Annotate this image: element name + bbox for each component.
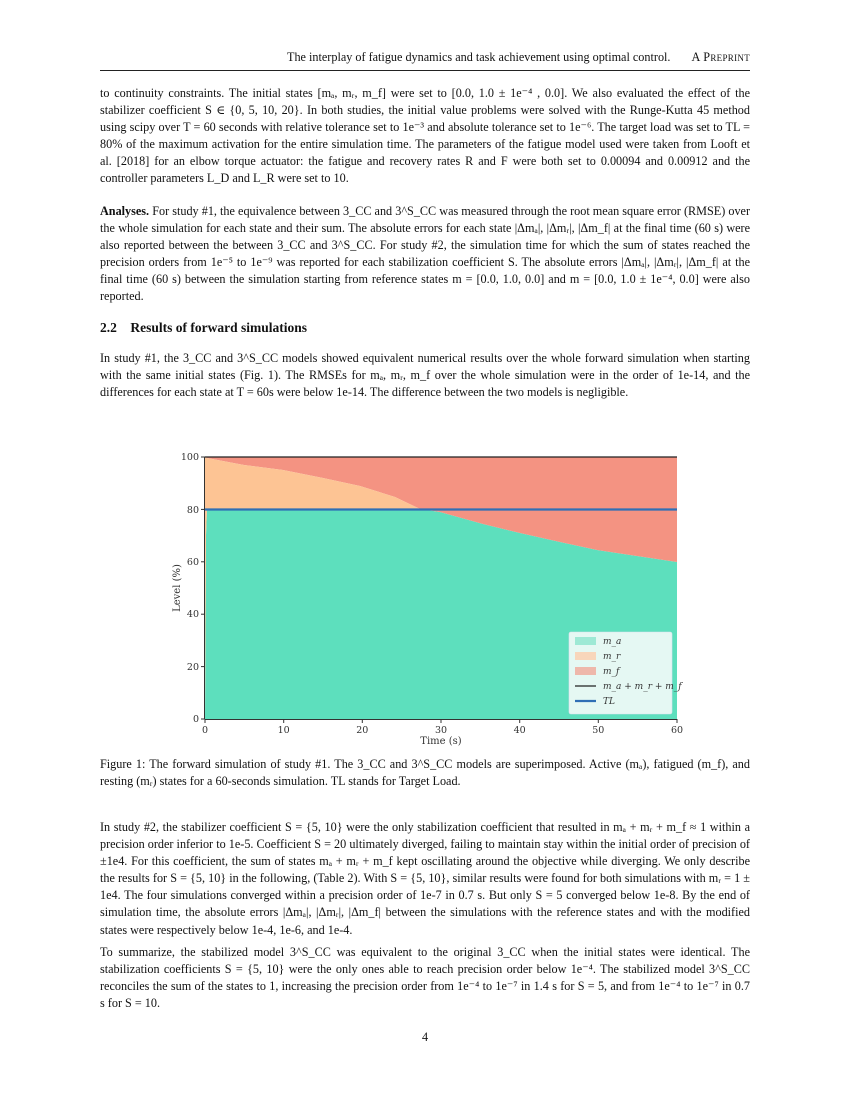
section-title: Results of forward simulations: [130, 320, 308, 335]
page-number: 4: [421, 1030, 429, 1044]
figure-1-chart: [160, 445, 690, 775]
y-tick-label: 100: [180, 452, 199, 463]
y-tick-label: 0: [192, 714, 199, 725]
header-title: The interplay of fatigue dynamics and task achievement using optimal control.: [287, 50, 671, 64]
y-ticks: [181, 452, 205, 725]
x-tick-label: 50: [592, 725, 605, 736]
legend-label-m-r: m_r: [603, 652, 621, 662]
x-tick-label: 30: [434, 725, 448, 736]
legend-swatch-m-r: [575, 652, 596, 660]
x-tick-label: 40: [513, 725, 526, 736]
x-tick-label: 60: [670, 725, 684, 736]
y-axis-label: Level (%): [172, 564, 183, 612]
legend-label-tl: TL: [603, 697, 615, 707]
section-number: 2.2: [100, 320, 117, 335]
x-ticks: [202, 719, 683, 736]
paragraph-results-study2: [100, 819, 750, 939]
y-tick-label: 80: [186, 505, 199, 516]
header-rule: [100, 70, 750, 71]
legend-swatch-m-f: [575, 667, 596, 675]
paragraph-results-study1-text: In study #1, the 3_CC and 3^S_CC models showed equivalent numerical results over the whole forward simulation when starting with the same initial states (Fig. 1). The RMSEs for mₐ, mᵣ, m_f over the whole simulation were in the order of 1e-14, and the differences for each state at T = 60s were below 1e-14. The difference between the two models is negligible.: [100, 351, 750, 400]
x-axis-label: Time (s): [420, 736, 462, 747]
analyses-lead: Analyses.: [100, 204, 150, 218]
x-tick-label: 20: [356, 725, 369, 736]
x-tick-label: 10: [277, 725, 290, 736]
y-tick-label: 20: [186, 662, 199, 673]
legend-swatch-m-a: [575, 637, 596, 645]
paragraph-analyses-text: For study #1, the equivalence between 3_CC and 3^S_CC was measured through the root mean square error (RMSE) over the whole simulation for each state and their sum. The absolute errors for each state |Δmₐ|, |Δmᵣ|, |Δm_f| at the final time (60 s) were also reported between the between 3_CC and 3^S_CC. For study #2, the simulation time for which the sum of states reached the precision orders from 1e⁻⁵ to 1e⁻⁹ was reported for each stabilization coefficient S. The absolute errors |Δmₐ|, |Δmᵣ|, |Δm_f| at the final time (60 s) between the simulation starting from reference states m = [0.0, 1.0, 0.0] and m = [0.0, 1.0 ± 1e⁻⁴, 0.0] were also reported.: [100, 204, 751, 304]
legend-label-m-a: m_a: [603, 637, 622, 647]
legend-label-m-f: m_f: [603, 667, 620, 677]
figure-1-caption: [100, 756, 750, 790]
y-tick-label: 60: [186, 557, 199, 568]
paragraph-summary-text: To summarize, the stabilized model 3^S_CC was equivalent to the original 3_CC when the initial states were identical. The stabilization coefficients S = {5, 10} were the only ones able to reach precision order below 1e⁻⁴. The stabilized model 3^S_CC reconciles the sum of the states to 1, increasing the precision order from 1e⁻⁴ to 1e⁻⁷ in 1.4 s for S = 5, and from 1e⁻⁴ to 1e⁻⁷ in 0.7 s for S = 10.: [100, 945, 750, 1011]
paragraph-methods-text: to continuity constraints. The initial states [mₐ, mᵣ, m_f] were set to [0.0, 1.0 ± 1e⁻⁴ , 0.0]. We also evaluated the effect of the stabilizer coefficient S ∈ {0, 5, 10, 20}. In both studies, the initial value problems were solved with the Runge-Kutta 45 method using scipy over T = 60 seconds with relative tolerance set to 1e⁻³ and absolute tolerance set to 1e⁻⁶. The target load was set to TL = 80% of the maximum activation for the entire simulation time. The parameters of the fatigue model used were taken from Looft et al. [2018] for an elbow torque actuator: the fatigue and recovery rates R and F were both set to 0.00094 and 0.00912 and the controller parameters L_D and L_R were set to 10.: [100, 86, 750, 186]
running-header: [100, 50, 750, 68]
legend-label-sum: m_a + m_r + m_f: [603, 682, 682, 692]
paragraph-results-study2-text: In study #2, the stabilizer coefficient S = {5, 10} were the only stabilization coefficient that resulted in mₐ + mᵣ + m_f ≈ 1 within a precision order inferior to 1e-5. Coefficient S = 20 ultimately diverged, failing to maintain stay within the initial order of precision of ±1e4. For this coefficient, the sum of states mₐ + mᵣ + m_f kept oscillating around the objective while diverging. We only describe the results for S = {5, 10} in the following, (Table 2). With S = {5, 10}, similar results were found for both simulations with mᵣ = 1 ± 1e4. The four simulations converged within a precision order of 1e-7 in 0.7 s. But only S = 5 converged below 1e-8. By the end of simulation time, the absolute errors |Δmₐ|, |Δmᵣ|, |Δm_f| between the simulations with the reference states and with the modified states were respectively below 1e-4, 1e-6, and 1e-4.: [100, 820, 750, 937]
header-preprint-tag: A Preprint: [691, 50, 750, 64]
paragraph-summary: [100, 944, 750, 1012]
paragraph-analyses: [100, 203, 750, 306]
paragraph-results-study1: [100, 350, 750, 401]
section-heading: [100, 320, 307, 336]
paragraph-methods: [100, 85, 750, 188]
y-tick-label: 40: [186, 609, 199, 620]
x-tick-label: 0: [201, 725, 209, 736]
chart-legend: [569, 632, 683, 714]
figure-1-caption-text: Figure 1: The forward simulation of study #1. The 3_CC and 3^S_CC models are superimposed. Active (mₐ), fatigued (m_f), and resting (mᵣ) states for a 60-seconds simulation. TL stands for Target Load.: [100, 757, 750, 789]
stacked-area-chart: [160, 445, 690, 775]
